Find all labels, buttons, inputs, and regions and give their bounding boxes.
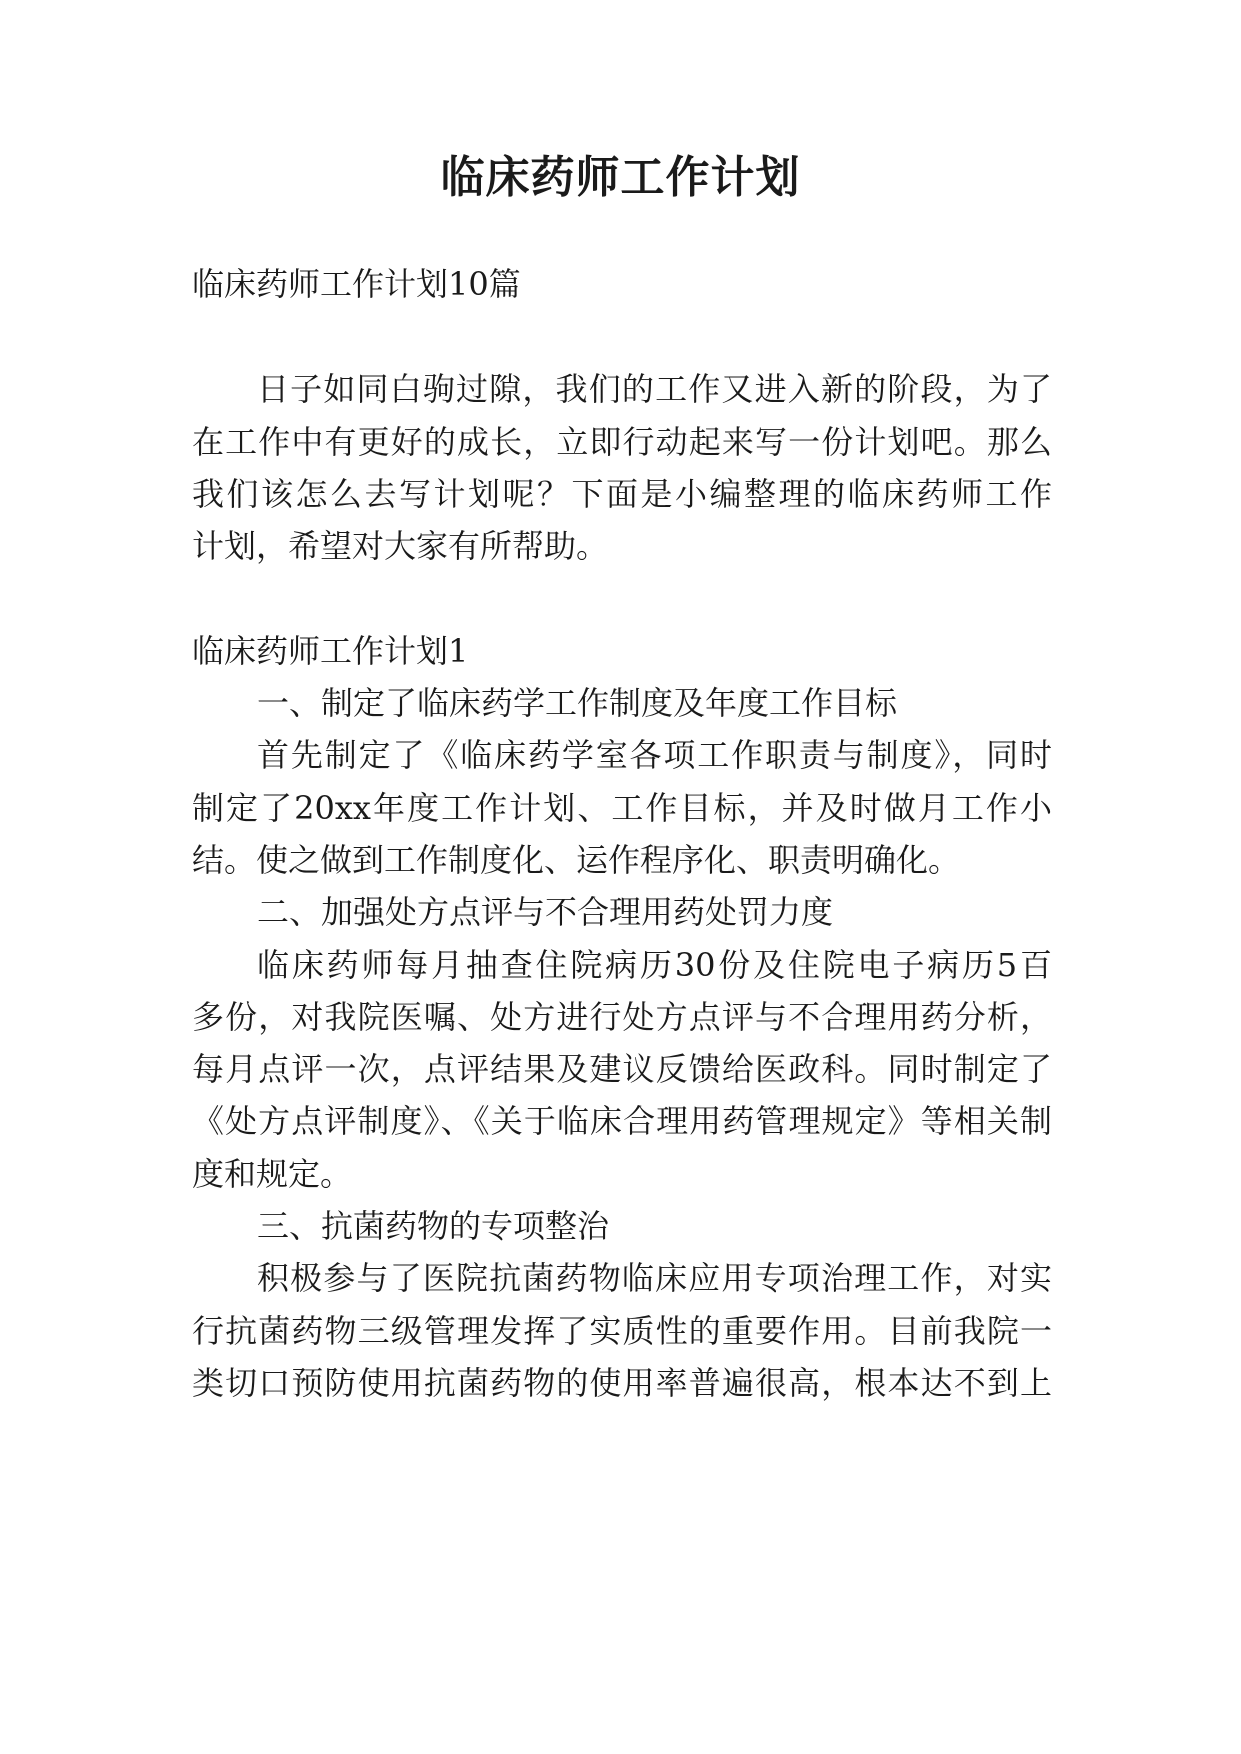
item-heading: 二、加强处方点评与不合理用药处罚力度 [257,893,834,931]
paragraph-line: 类切口预防使用抗菌药物的使用率普遍很高，根本达不到上 [192,1364,1052,1402]
document-subtitle: 临床药师工作计划10篇 [192,265,521,303]
paragraph-line: 首先制定了《临床药学室各项工作职责与制度》，同时 [257,736,1052,774]
document-title: 临床药师工作计划 [440,152,801,203]
paragraph-line: 日子如同白驹过隙，我们的工作又进入新的阶段，为了 [257,370,1052,408]
paragraph-line: 《处方点评制度》、《关于临床合理用药管理规定》等相关制 [192,1102,1052,1140]
paragraph-line: 积极参与了医院抗菌药物临床应用专项治理工作，对实 [257,1259,1052,1297]
paragraph-line: 行抗菌药物三级管理发挥了实质性的重要作用。目前我院一 [192,1312,1052,1350]
paragraph-line: 每月点评一次，点评结果及建议反馈给医政科。同时制定了 [192,1050,1052,1088]
paragraph-line: 计划，希望对大家有所帮助。 [192,527,609,565]
item-heading: 三、抗菌药物的专项整治 [257,1207,610,1245]
item-heading: 一、制定了临床药学工作制度及年度工作目标 [257,684,898,722]
paragraph-line: 制定了20xx年度工作计划、工作目标，并及时做月工作小 [192,789,1052,827]
paragraph-line: 在工作中有更好的成长，立即行动起来写一份计划吧。那么 [192,423,1052,461]
paragraph-line: 多份，对我院医嘱、处方进行处方点评与不合理用药分析， [192,998,1052,1036]
paragraph-line: 结。使之做到工作制度化、运作程序化、职责明确化。 [192,841,961,879]
paragraph-line: 我们该怎么去写计划呢？下面是小编整理的临床药师工作 [192,475,1052,513]
paragraph-line: 临床药师每月抽查住院病历30份及住院电子病历5百 [257,946,1052,984]
paragraph-line: 度和规定。 [192,1155,353,1193]
section-heading: 临床药师工作计划1 [192,632,469,670]
